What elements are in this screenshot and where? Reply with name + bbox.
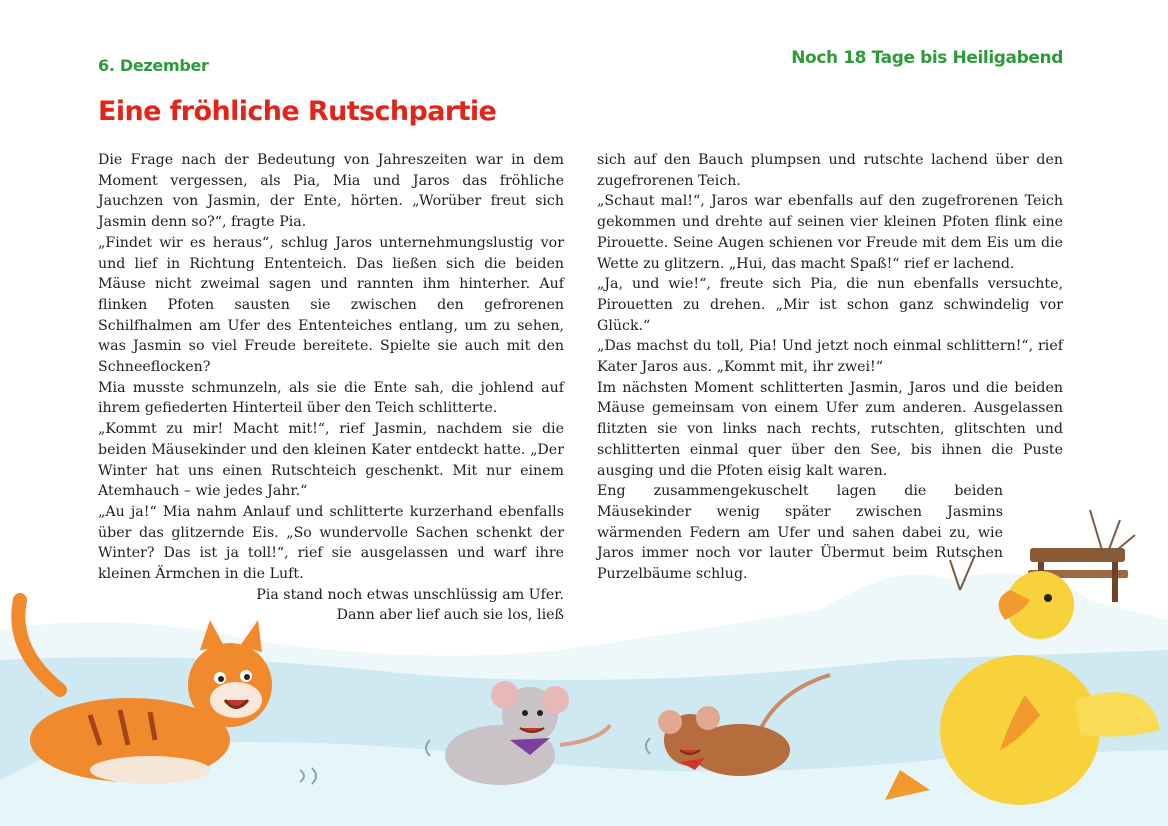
date-label: 6. Dezember xyxy=(98,56,209,75)
winter-pond-illustration xyxy=(0,500,1168,826)
story-title: Eine fröhliche Rutschpartie xyxy=(98,96,497,127)
paragraph: „Das machst du toll, Pia! Und jetzt noch einmal schlittern!“, rief Kater Jaros aus. „Kommt mit, ihr zwei!“ xyxy=(597,338,1063,376)
paragraph: Mia musste schmunzeln, als sie die Ente sah, die johlend auf ihrem gefiederten Hinterteil über den Teich schlitterte. xyxy=(98,379,564,417)
paragraph: „Ja, und wie!“, freute sich Pia, die nun ebenfalls versuchte, Pirouetten zu drehen. „Mir ist schon ganz schwindelig vor Glück.“ xyxy=(597,276,1063,334)
paragraph: Eng zusammengekuschelt lagen die beiden Mäusekinder wenig später zwischen Jasmins wärmenden Federn am Ufer und sahen dabei zu, wie Jaros immer noch vor lauter Übermut beim Rutschen Purzelbäume schlug. xyxy=(597,483,1003,583)
paragraph: „Schaut mal!“, Jaros war ebenfalls auf den zugefrorenen Teich gekommen und drehte auf seinen vier kleinen Pfoten flink eine Pirouette. Seine Augen schienen vor Freude mit dem Eis um die Wette zu glitzern. „Hui, das macht Spaß!“ rief er lachend. xyxy=(597,193,1063,272)
paragraph: Im nächsten Moment schlitterten Jasmin, Jaros und die beiden Mäuse gemeinsam von einem Ufer zum anderen. Ausgelassen flitzten sie von links nach rechts, rutschten, glitschten und schlitterten einmal quer über den See, bis ihnen die Puste ausging und die Pfoten eisig kalt waren. xyxy=(597,379,1063,479)
paragraph: „Au ja!“ Mia nahm Anlauf und schlitterte kurzerhand ebenfalls über das glitzernde Eis. „So wundervolle Sachen schenkt der Winter? Das ist ja toll!“, rief sie ausgelassen und warf ihre kleinen Ärmchen in die Luft. xyxy=(98,503,564,583)
paragraph: sich auf den Bauch plumpsen und rutschte lachend über den zugefrorenen Teich. xyxy=(597,152,1063,189)
paragraph: Pia stand noch etwas unschlüssig am Ufer. Dann aber lief auch sie los, ließ xyxy=(256,586,564,624)
countdown-label: Noch 18 Tage bis Heiligabend xyxy=(791,48,1063,68)
paragraph: Die Frage nach der Bedeutung von Jahreszeiten war in dem Moment vergessen, als Pia, Mia und Jaros das fröhliche Jauchzen von Jasmin, der Ente, hörten. „Worüber freut sich Jasmin denn so?“, fragte Pia. xyxy=(98,152,564,231)
paragraph: „Kommt zu mir! Macht mit!“, rief Jasmin, nachdem sie die beiden Mäusekinder und den kleinen Kater entdeckt hatte. „Der Winter hat uns einen Rutschteich geschenkt. Mit nur einem Atemhauch – wie jedes Jahr.“ xyxy=(98,421,564,500)
paragraph: „Findet wir es heraus“, schlug Jaros unternehmungslustig vor und lief in Richtung Ententeich. Das ließen sich die beiden Mäuse nicht zweimal sagen und rannten ihm hinterher. Auf flinken Pfoten sausten sie zwischen den gefrorenen Schilfhalmen am Ufer des Ententeiches entlang, um zu sehen, was Jasmin so viel Freude bereitete. Spielte sie auch mit den Schneeflocken? xyxy=(98,234,564,376)
